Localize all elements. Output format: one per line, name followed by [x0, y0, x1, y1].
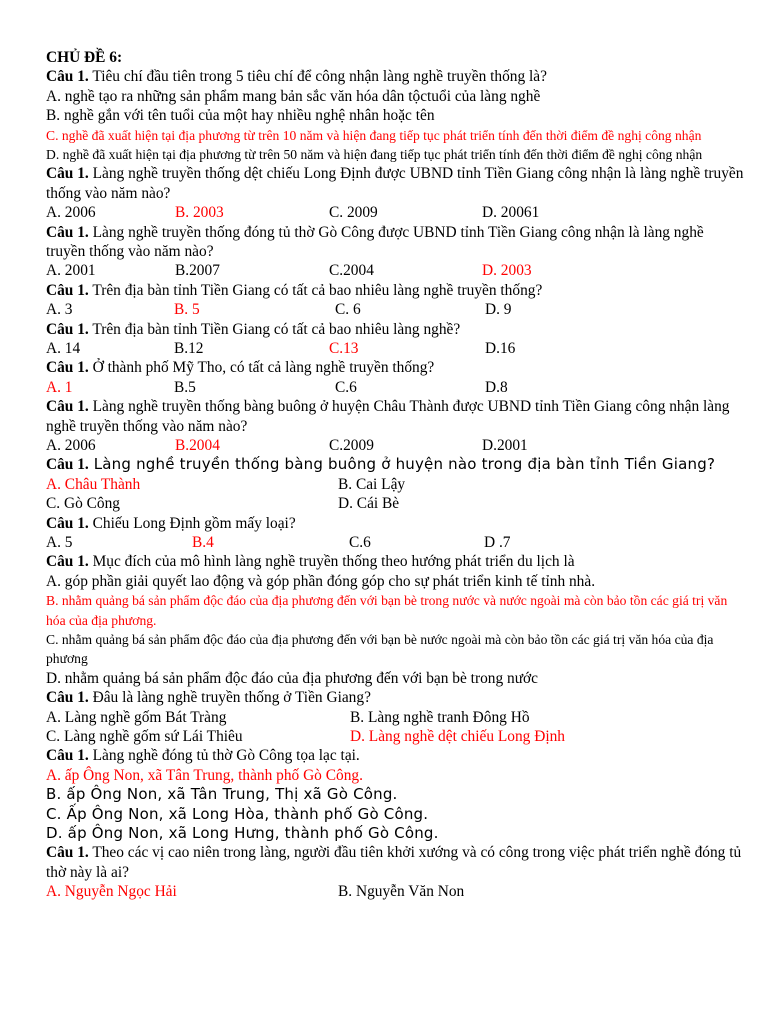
answer-row: [46, 882, 746, 901]
question-label: Câu 1.: [46, 689, 89, 707]
answer-option: D .7: [484, 534, 511, 552]
question-text: Câu 1. Chiếu Long Định gồm mấy loại?: [46, 514, 296, 532]
question-text: Câu 1. Làng nghề truyền thống bàng buông ở huyện Châu Thành được UBND tỉnh Tiền Giang công nhận làng nghề truyền thống vào năm nào?: [46, 398, 730, 435]
answer-option: A. 3: [46, 301, 73, 319]
answer-option: D. 9: [485, 301, 512, 319]
answer-option: A. góp phần giải quyết lao động và góp phần đóng góp cho sự phát triển kinh tế tỉnh nhà.: [46, 572, 596, 590]
answer-option: C. 2009: [329, 204, 378, 222]
answer-option: C.6: [335, 378, 357, 396]
question-text: Câu 1. Làng nghề truyền thống đóng tủ thờ Gò Công được UBND tỉnh Tiền Giang công nhận là làng nghề truyền thống vào năm nào?: [46, 223, 704, 261]
answer-row: [46, 708, 746, 727]
answer-option: C. nhằm quảng bá sản phẩm độc đáo của địa phương đến với bạn bè nước ngoài mà còn bảo tồn các giá trị văn hóa của địa phương: [46, 632, 714, 667]
answer-option: B.12: [174, 340, 204, 358]
answer-option-correct: C.13: [329, 340, 359, 358]
answer-option: A. Làng nghề gốm Bát Tràng: [46, 708, 227, 726]
question-text: Câu 1. Làng nghề truyền thống dệt chiếu Long Định được UBND tỉnh Tiền Giang công nhận là làng nghề truyền thống vào năm nào?: [46, 165, 744, 202]
answer-option: D. nhằm quảng bá sản phẩm độc đáo của địa phương đến với bạn bè trong nước: [46, 669, 539, 687]
question-label: Câu 1.: [46, 68, 89, 86]
question-text: Câu 1. Ở thành phố Mỹ Tho, có tất cả làng nghề truyền thống?: [46, 359, 435, 377]
answer-option-correct: B.2004: [175, 437, 220, 455]
answer-row: [46, 261, 746, 280]
answer-option: A. 5: [46, 534, 73, 552]
answer-option: A. 2006: [46, 204, 96, 222]
answer-row: [46, 339, 746, 358]
answer-option: B. Làng nghề tranh Đông Hồ: [350, 708, 530, 726]
answer-option-correct: B. nhằm quảng bá sản phẩm độc đáo của địa phương đến với bạn bè trong nước và nước ngoài mà còn bảo tồn các giá trị văn hóa của địa phương.: [46, 593, 728, 628]
answer-option: D. nghề đã xuất hiện tại địa phương từ trên 50 năm và hiện đang tiếp tục phát triển tính đến thời điểm đề nghị công nhận: [46, 147, 703, 163]
answer-option: D.2001: [482, 437, 528, 455]
topic-heading: CHỦ ĐỀ 6:: [46, 49, 123, 66]
answer-option-correct: C. nghề đã xuất hiện tại địa phương từ trên 10 năm và hiện đang tiếp tục phát triển tính đến thời điểm đề nghị công nhận: [46, 127, 702, 143]
answer-option: B. ấp Ông Non, xã Tân Trung, Thị xã Gò Công.: [46, 785, 398, 804]
question-label: Câu 1.: [46, 514, 89, 532]
question-text: Câu 1. Làng nghề đóng tủ thờ Gò Công tọa lạc tại.: [46, 747, 360, 765]
answer-option: D. ấp Ông Non, xã Long Hưng, thành phố Gò Công.: [46, 824, 439, 843]
question-label: Câu 1.: [46, 359, 89, 377]
question-text: Câu 1. Trên địa bàn tỉnh Tiền Giang có tất cả bao nhiêu làng nghề truyền thống?: [46, 281, 543, 299]
answer-option: D. 20061: [482, 204, 540, 222]
question-text: Câu 1. Trên địa bàn tỉnh Tiền Giang có tất cả bao nhiêu làng nghề?: [46, 320, 461, 338]
answer-option: D.8: [485, 378, 508, 396]
answer-row: [46, 300, 746, 319]
question-text: Câu 1. Làng nghề truyền thống bàng buông ở huyện nào trong địa bàn tỉnh Tiền Giang?: [46, 455, 716, 474]
answer-option-correct: B. 5: [174, 301, 200, 319]
answer-option: C. Làng nghề gốm sứ Lái Thiêu: [46, 728, 243, 746]
question-text: Câu 1. Theo các vị cao niên trong làng, người đầu tiên khởi xướng và có công trong việc phát triển nghề đóng tủ thờ này là ai?: [46, 844, 742, 881]
answer-option: C. Ấp Ông Non, xã Long Hòa, thành phố Gò Công.: [46, 804, 429, 823]
answer-option: C.2009: [329, 437, 374, 455]
answer-row: [46, 475, 746, 494]
question-label: Câu 1.: [46, 844, 89, 862]
answer-option: B. Nguyễn Văn Non: [338, 883, 465, 901]
question-label: Câu 1.: [46, 223, 89, 241]
question-text: Câu 1. Đâu là làng nghề truyền thống ở Tiền Giang?: [46, 689, 371, 707]
document-page: [46, 48, 746, 902]
answer-option: D.16: [485, 340, 516, 358]
answer-row: [46, 378, 746, 397]
question-text: Câu 1. Mục đích của mô hình làng nghề truyền thống theo hướng phát triển du lịch là: [46, 553, 575, 571]
answer-option-correct: B. 2003: [175, 204, 224, 222]
answer-row: [46, 436, 746, 455]
question-label: Câu 1.: [46, 398, 89, 416]
question-label: Câu 1.: [46, 281, 89, 299]
question-label: Câu 1.: [46, 320, 89, 338]
answer-row: [46, 533, 746, 552]
answer-option: C.2004: [329, 262, 374, 280]
answer-option: A. 14: [46, 340, 81, 358]
answer-option: D. Cái Bè: [338, 495, 400, 513]
answer-option-correct: D. Làng nghề dệt chiếu Long Định: [350, 728, 565, 746]
answer-row: [46, 727, 746, 746]
answer-option-correct: A. Châu Thành: [46, 475, 141, 493]
answer-option: A. 2006: [46, 437, 96, 455]
answer-row: [46, 494, 746, 513]
answer-option: C.6: [349, 534, 371, 552]
answer-option-correct: A. 1: [46, 378, 73, 396]
answer-option: B. nghề gắn với tên tuổi của một hay nhiều nghệ nhân hoặc tên: [46, 107, 435, 125]
answer-option: B. Cai Lậy: [338, 475, 406, 493]
question-label: Câu 1.: [46, 456, 89, 474]
answer-option-correct: B.4: [192, 534, 214, 552]
question-label: Câu 1.: [46, 747, 89, 765]
answer-option: A. nghề tạo ra những sản phẩm mang bản sắc văn hóa dân tộctuổi của làng nghề: [46, 87, 541, 105]
answer-option: B.5: [174, 378, 196, 396]
question-label: Câu 1.: [46, 553, 89, 571]
answer-row: [46, 203, 746, 222]
answer-option: A. 2001: [46, 262, 96, 280]
answer-option-correct: A. ấp Ông Non, xã Tân Trung, thành phố Gò Công.: [46, 766, 363, 784]
answer-option: C. Gò Công: [46, 495, 120, 513]
answer-option: C. 6: [335, 301, 361, 319]
answer-option-correct: A. Nguyễn Ngọc Hải: [46, 883, 177, 901]
answer-option-correct: D. 2003: [482, 262, 532, 280]
question-label: Câu 1.: [46, 165, 89, 183]
question-text: Câu 1. Tiêu chí đầu tiên trong 5 tiêu chí để công nhận làng nghề truyền thống là?: [46, 68, 547, 86]
answer-option: B.2007: [175, 262, 220, 280]
